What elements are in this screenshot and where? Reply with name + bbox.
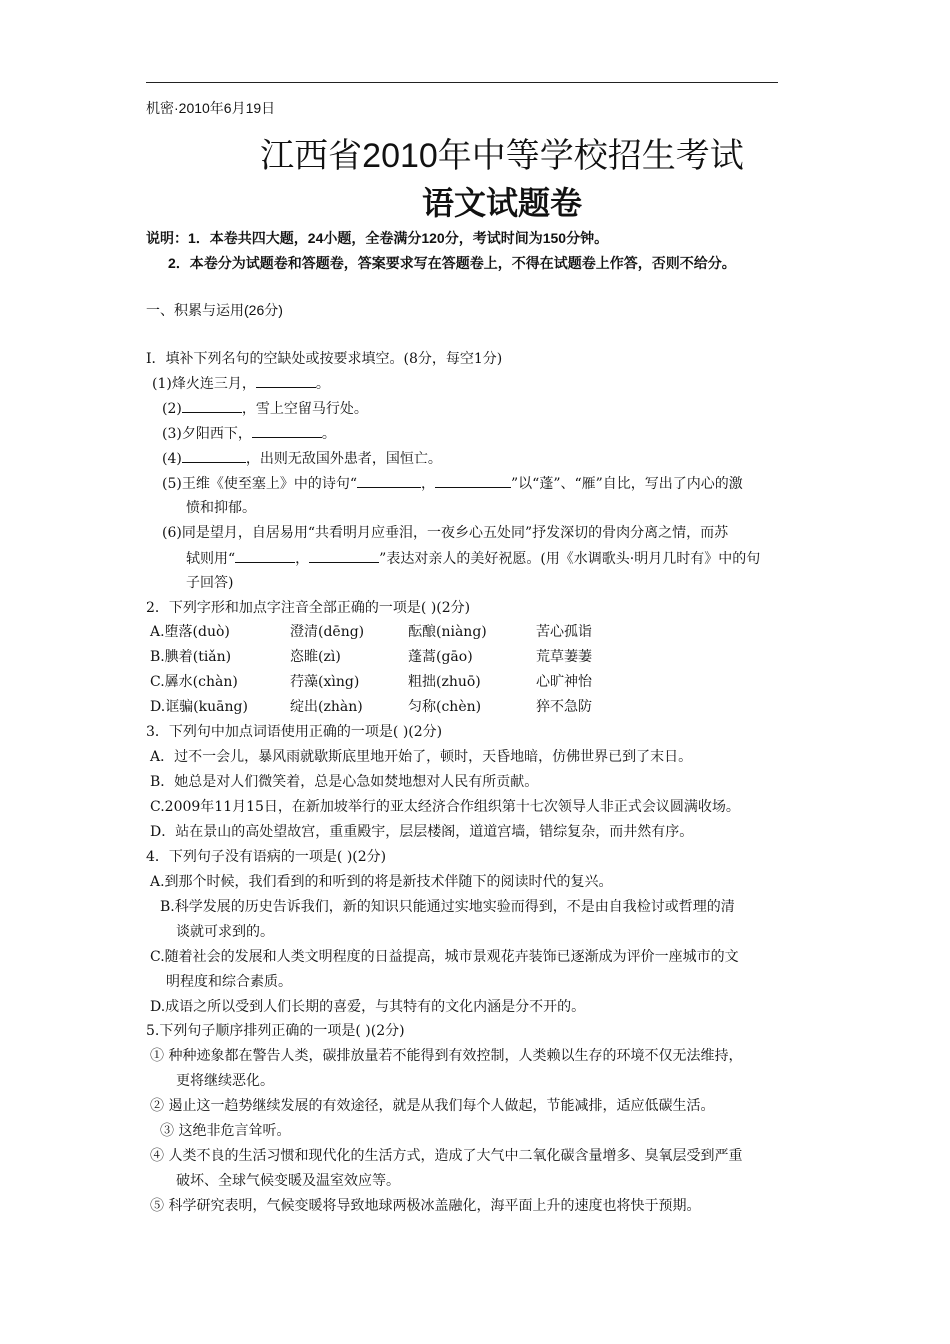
q5-sentence-2: ② 遏止这一趋势继续发展的有效途径，就是从我们每个人做起，节能减排，适应低碳生活。 — [150, 1098, 715, 1114]
q1-i6-post: ”表达对亲人的美好祝愿。(用《水调歌头·明月几时有》中的句 — [379, 551, 761, 567]
q1-item-5 — [162, 473, 743, 494]
q2-b-4: 荒草萋萋 — [536, 649, 592, 665]
q4-stem: 4．下列句子没有语病的一项是( )(2分) — [146, 849, 387, 865]
exam-title: 江西省2010年中等学校招生考试 — [260, 137, 744, 175]
q3-option-a: A．过不一会儿，暴风雨就歇斯底里地开始了，顿时，天昏地暗，仿佛世界已到了末日。 — [150, 749, 693, 765]
q2-a-4: 苦心孤诣 — [536, 624, 592, 640]
q5-sentence-1-line2: 更将继续恶化。 — [176, 1073, 274, 1089]
q5-sentence-4-line1: ④ 人类不良的生活习惯和现代化的生活方式，造成了大气中二氧化碳含量增多、臭氧层受到严重 — [150, 1148, 743, 1164]
q2-d-4: 猝不急防 — [536, 699, 592, 715]
q5-sentence-5: ⑤ 科学研究表明，气候变暖将导致地球两极冰盖融化，海平面上升的速度也将快于预期。 — [150, 1198, 701, 1214]
q4-option-b-line2: 谈就可求到的。 — [176, 924, 274, 940]
q1-item-6-cont: 子回答) — [186, 575, 234, 591]
q1-item-1 — [152, 373, 330, 394]
q1-i3-pre: (3)夕阳西下， — [162, 426, 252, 442]
q1-i4-post: ，出则无敌国外患者，国恒亡。 — [245, 451, 442, 467]
q5-sentence-1-line1: ① 种种迹象都在警告人类，碳排放量若不能得到有效控制，人类赖以生存的环境不仅无法维持， — [150, 1048, 743, 1064]
q2-a-1: A.堕落(duò) — [150, 624, 230, 640]
q1-i6-pre: 轼则用“ — [186, 551, 236, 567]
q2-b-2: 恣睢(zì) — [290, 649, 341, 665]
q4-option-c-line1: C.随着社会的发展和人类文明程度的日益提高，城市景观花卉装饰已逐渐成为评价一座城市的文 — [150, 949, 739, 965]
q1-i3-post: 。 — [321, 426, 336, 442]
q1-item-2 — [162, 398, 368, 419]
q3-option-d: D．站在景山的高处望故宫，重重殿宇，层层楼阁，道道宫墙，错综复杂，而井然有序。 — [150, 824, 694, 840]
q2-options — [150, 622, 850, 722]
q4-option-b-line1: B.科学发展的历史告诉我们，新的知识只能通过实地实验而得到，不是由自我检讨或哲理的清 — [160, 899, 735, 915]
q4-option-d: D.成语之所以受到人们长期的喜爱，与其特有的文化内涵是分不开的。 — [150, 999, 586, 1015]
q2-c-3: 粗拙(zhuō) — [408, 674, 481, 690]
q2-b-1: B.腆着(tiǎn) — [150, 649, 232, 665]
note-1: 说明：1．本卷共四大题，24小题，全卷满分120分，考试时间为150分钟。 — [146, 230, 609, 246]
q1-i5-post: ”以“蓬”、“雁”自比，写出了内心的激 — [511, 476, 743, 492]
answer-blank — [182, 398, 242, 413]
q1-i2-post: ，雪上空留马行处。 — [241, 401, 368, 417]
q1-item-6-line2 — [186, 548, 760, 569]
q3-stem: 3．下列句中加点词语使用正确的一项是( )(2分) — [146, 724, 443, 740]
q1-i2-pre: (2) — [162, 401, 182, 417]
q1-stem: I．填补下列名句的空缺处或按要求填空。(8分，每空1分) — [146, 351, 503, 367]
q1-i4-pre: (4) — [162, 451, 182, 467]
q2-b-3: 蓬蒿(gāo) — [408, 649, 473, 665]
section-1-title: 一、积累与运用(26分) — [146, 302, 283, 318]
q1-i5-mid: ， — [421, 476, 435, 492]
q1-i6-mid: ， — [295, 551, 310, 567]
note-2: 2．本卷分为试题卷和答题卷，答案要求写在答题卷上，不得在试题卷上作答，否则不给分。 — [168, 255, 736, 271]
header-rule — [146, 82, 778, 83]
confidential-date: 机密·2010年6月19日 — [146, 100, 276, 116]
q1-i5-pre: (5)王维《使至塞上》中的诗句“ — [162, 476, 357, 492]
q2-c-4: 心旷神怡 — [536, 674, 592, 690]
q5-sentence-3: ③ 这绝非危言耸听。 — [160, 1123, 291, 1139]
q2-a-3: 酝酿(niàng) — [408, 624, 487, 640]
q2-stem: 2．下列字形和加点字注音全部正确的一项是( )(2分) — [146, 600, 471, 616]
q2-d-3: 匀称(chèn) — [408, 699, 482, 715]
q1-i1-post: 。 — [315, 376, 330, 392]
answer-blank — [309, 548, 379, 563]
exam-subtitle: 语文试题卷 — [421, 185, 582, 221]
q3-option-c: C.2009年11月15日，在新加坡举行的亚太经济合作组织第十七次领导人非正式会议圆满收场。 — [150, 799, 740, 815]
q5-sentence-4-line2: 破坏、全球气候变暖及温室效应等。 — [176, 1173, 400, 1189]
q1-item-4 — [162, 448, 442, 469]
q4-option-c-line2: 明程度和综合素质。 — [166, 974, 292, 990]
q1-item-6-line1: (6)同是望月，自居易用“共看明月应垂泪，一夜乡心五处同”抒发深切的骨肉分离之情，而苏 — [162, 525, 729, 541]
q1-i1-pre: (1)烽火连三月， — [152, 376, 256, 392]
q1-item-3 — [162, 423, 336, 444]
q2-c-1: C.羼水(chàn) — [150, 674, 238, 690]
q1-item-5-cont: 愤和抑郁。 — [186, 500, 256, 516]
answer-blank — [357, 473, 421, 488]
q2-d-2: 绽出(zhàn) — [290, 699, 363, 715]
answer-blank — [235, 548, 295, 563]
answer-blank — [252, 423, 322, 438]
q2-c-2: 荇藻(xìng) — [290, 674, 360, 690]
q4-option-a: A.到那个时候，我们看到的和听到的将是新技术伴随下的阅读时代的复兴。 — [150, 874, 613, 890]
answer-blank — [182, 448, 246, 463]
answer-blank — [435, 473, 511, 488]
q2-d-1: D.诓骗(kuāng) — [150, 699, 248, 715]
q3-option-b: B．她总是对人们微笑着，总是心急如焚地想对人民有所贡献。 — [150, 774, 539, 790]
q5-stem: 5.下列句子顺序排列正确的一项是( )(2分) — [146, 1023, 405, 1039]
answer-blank — [256, 373, 316, 388]
q2-a-2: 澄清(dēng) — [290, 624, 365, 640]
